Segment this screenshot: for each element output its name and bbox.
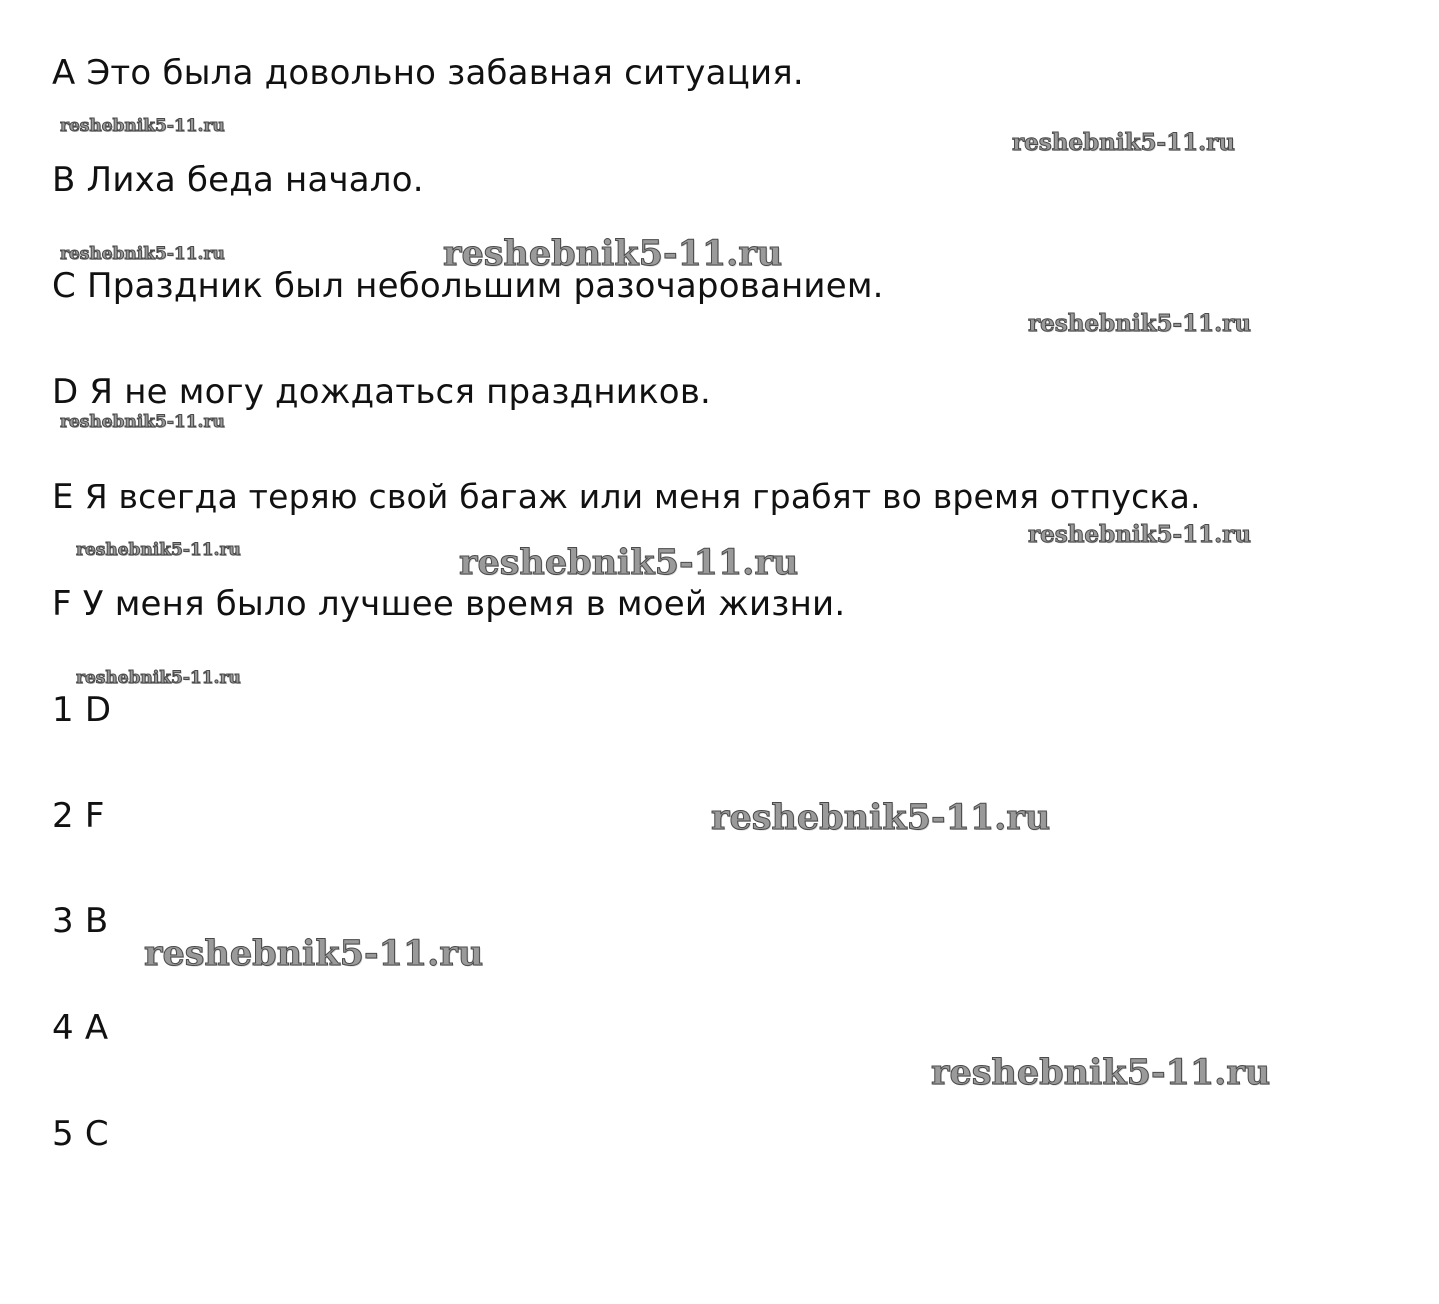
statement-text: Это была довольно забавная ситуация. xyxy=(86,53,804,93)
watermark: reshebnik5-11.ru xyxy=(60,116,225,136)
statement-e xyxy=(52,477,1201,517)
statement-letter: D xyxy=(52,372,79,412)
watermark: reshebnik5-11.ru xyxy=(1012,129,1235,156)
answer-2 xyxy=(52,796,105,836)
watermark: reshebnik5-11.ru xyxy=(144,933,484,974)
answer-letter: C xyxy=(84,1114,109,1154)
statement-letter: B xyxy=(52,160,76,200)
statement-text: Я не могу дождаться праздников. xyxy=(89,372,712,412)
answer-number: 2 xyxy=(52,796,74,836)
answer-letter: A xyxy=(84,1008,109,1048)
statement-text: У меня было лучшее время в моей жизни. xyxy=(82,584,846,624)
answer-letter: B xyxy=(84,901,109,941)
statement-text: Праздник был небольшим разочарованием. xyxy=(86,266,884,306)
answer-4 xyxy=(52,1008,108,1048)
watermark: reshebnik5-11.ru xyxy=(443,233,783,274)
statement-letter: A xyxy=(52,53,76,93)
answer-number: 5 xyxy=(52,1114,74,1154)
watermark: reshebnik5-11.ru xyxy=(60,244,225,264)
watermark: reshebnik5-11.ru xyxy=(1028,310,1251,337)
answer-number: 3 xyxy=(52,901,74,941)
statement-f xyxy=(52,584,845,624)
watermark: reshebnik5-11.ru xyxy=(459,542,799,583)
statement-letter: E xyxy=(52,477,74,517)
statement-d xyxy=(52,372,711,412)
statement-letter: F xyxy=(52,584,72,624)
watermark: reshebnik5-11.ru xyxy=(60,412,225,432)
answer-5 xyxy=(52,1114,109,1154)
answer-1 xyxy=(52,690,111,730)
watermark: reshebnik5-11.ru xyxy=(931,1052,1271,1093)
answer-number: 4 xyxy=(52,1008,74,1048)
statement-b xyxy=(52,160,424,200)
watermark: reshebnik5-11.ru xyxy=(76,668,241,688)
statement-a xyxy=(52,53,804,93)
answer-3 xyxy=(52,901,108,941)
statement-text: Лиха беда начало. xyxy=(86,160,424,200)
answer-number: 1 xyxy=(52,690,74,730)
watermark: reshebnik5-11.ru xyxy=(711,797,1051,838)
watermark: reshebnik5-11.ru xyxy=(1028,521,1251,548)
answer-letter: F xyxy=(84,796,105,836)
statement-letter: C xyxy=(52,266,76,306)
statement-text: Я всегда теряю свой багаж или меня грабят во время отпуска. xyxy=(84,477,1201,516)
watermark: reshebnik5-11.ru xyxy=(76,540,241,560)
answer-letter: D xyxy=(84,690,112,730)
